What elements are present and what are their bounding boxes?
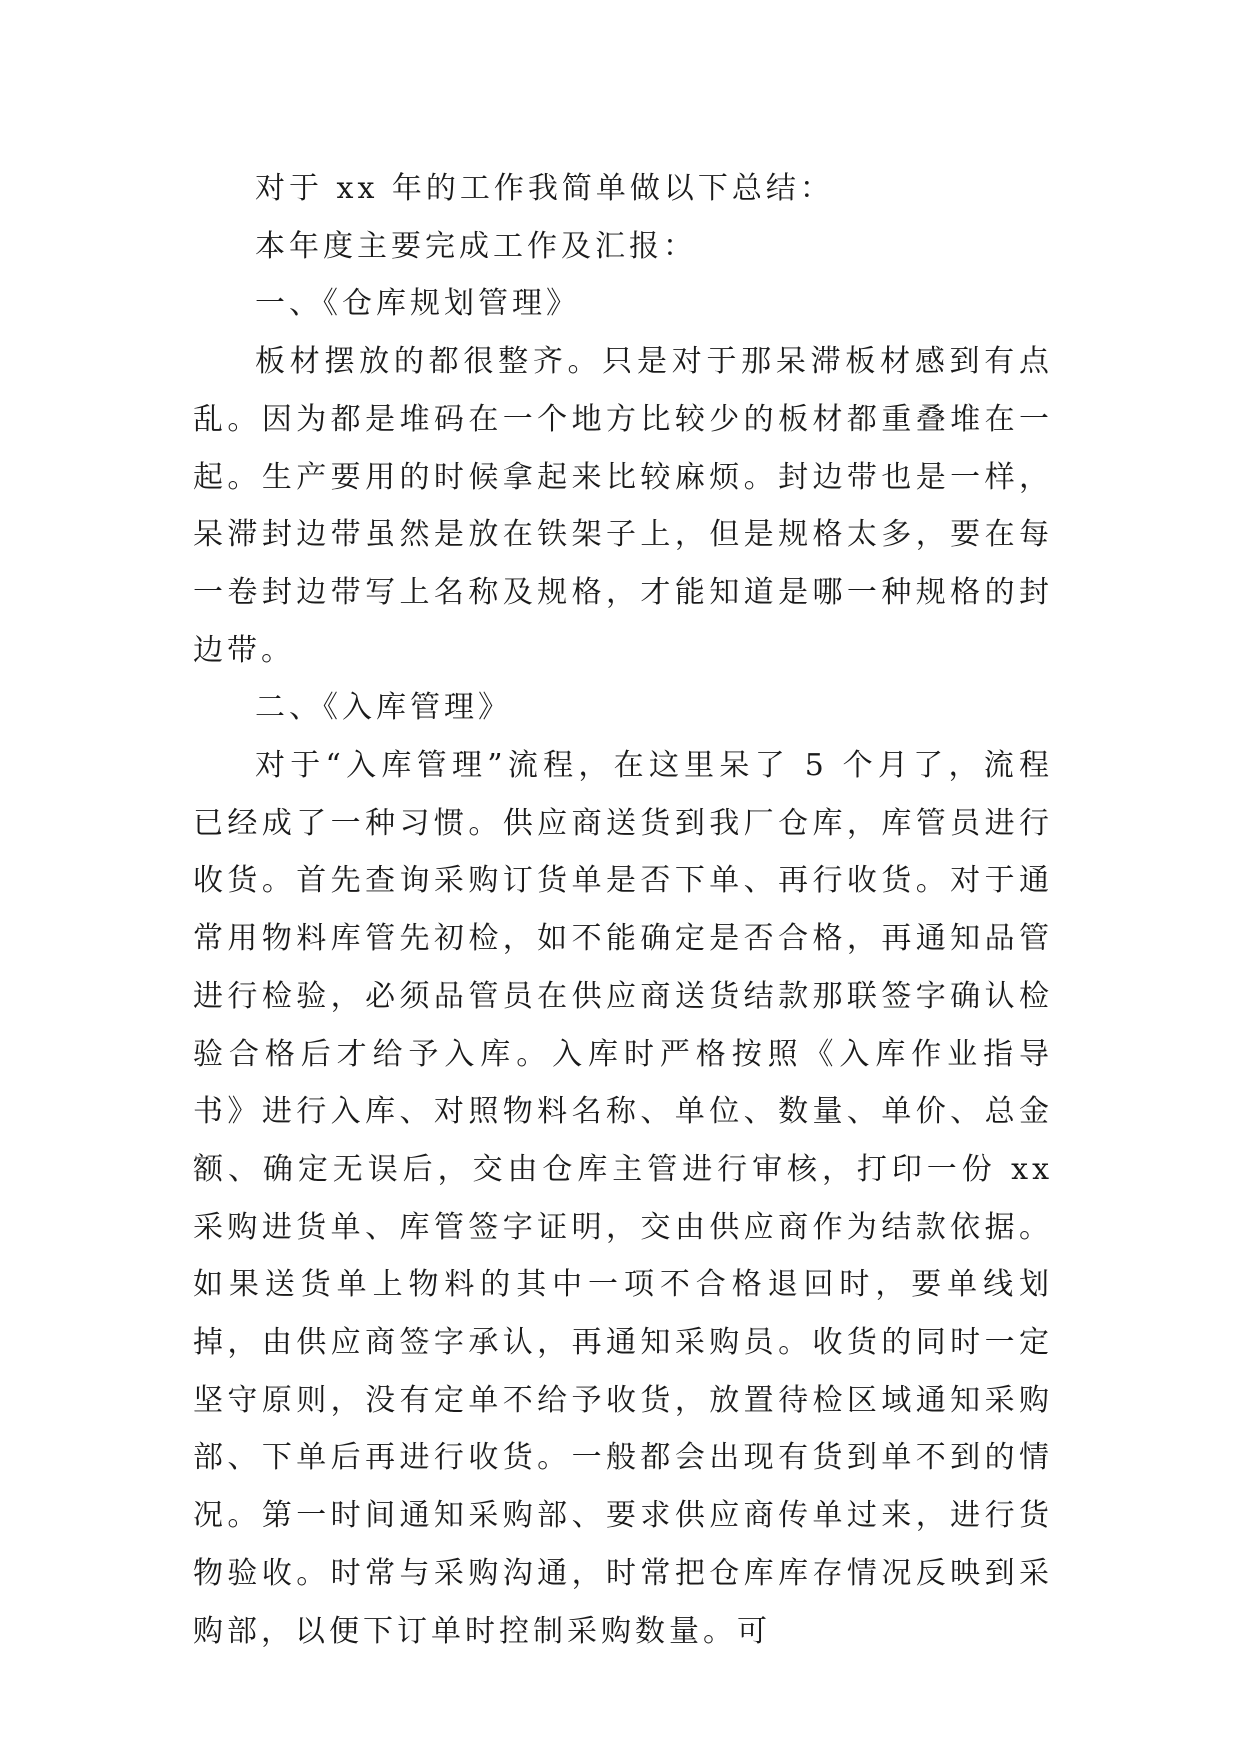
- section-heading-inbound-management: 二、《入库管理》: [255, 690, 512, 726]
- document-body: [193, 160, 1053, 1660]
- paragraph-report-intro: 本年度主要完成工作及汇报：: [255, 228, 697, 264]
- section-heading-warehouse-planning: 一、《仓库规划管理》: [255, 286, 580, 322]
- paragraph-summary-intro: 对于 xx 年的工作我简单做以下总结：: [255, 171, 834, 206]
- paragraph-inbound-management: 对于“入库管理”流程，在这里呆了 5 个月了，流程已经成了一种习惯。供应商送货到我厂仓库，库管员进行收货。首先查询采购订货单是否下单、再行收货。对于通常用物料库管先初检，如不能确定是否合格，再通知品管进行检验，必须品管员在供应商送货结款那联签字确认检验合格后才给予入库。入库时严格按照《入库作业指导书》进行入库、对照物料名称、单位、数量、单价、总金额、确定无误后，交由仓库主管进行审核，打印一份 xx 采购进货单、库管签字证明，交由供应商作为结款依据。如果送货单上物料的其中一项不合格退回时，要单线划掉，由供应商签字承认，再通知采购员。收货的同时一定坚守原则，没有定单不给予收货，放置待检区域通知采购部、下单后再进行收货。一般都会出现有货到单不到的情况。第一时间通知采购部、要求供应商传单过来，进行货物验收。时常与采购沟通，时常把仓库库存情况反映到采购部，以便下订单时控制采购数量。可: [193, 748, 1053, 1649]
- paragraph-warehouse-planning: 板材摆放的都很整齐。只是对于那呆滞板材感到有点乱。因为都是堆码在一个地方比较少的板材都重叠堆在一起。生产要用的时候拿起来比较麻烦。封边带也是一样，呆滞封边带虽然是放在铁架子上，但是规格太多，要在每一卷封边带写上名称及规格，才能知道是哪一种规格的封边带。: [193, 344, 1053, 668]
